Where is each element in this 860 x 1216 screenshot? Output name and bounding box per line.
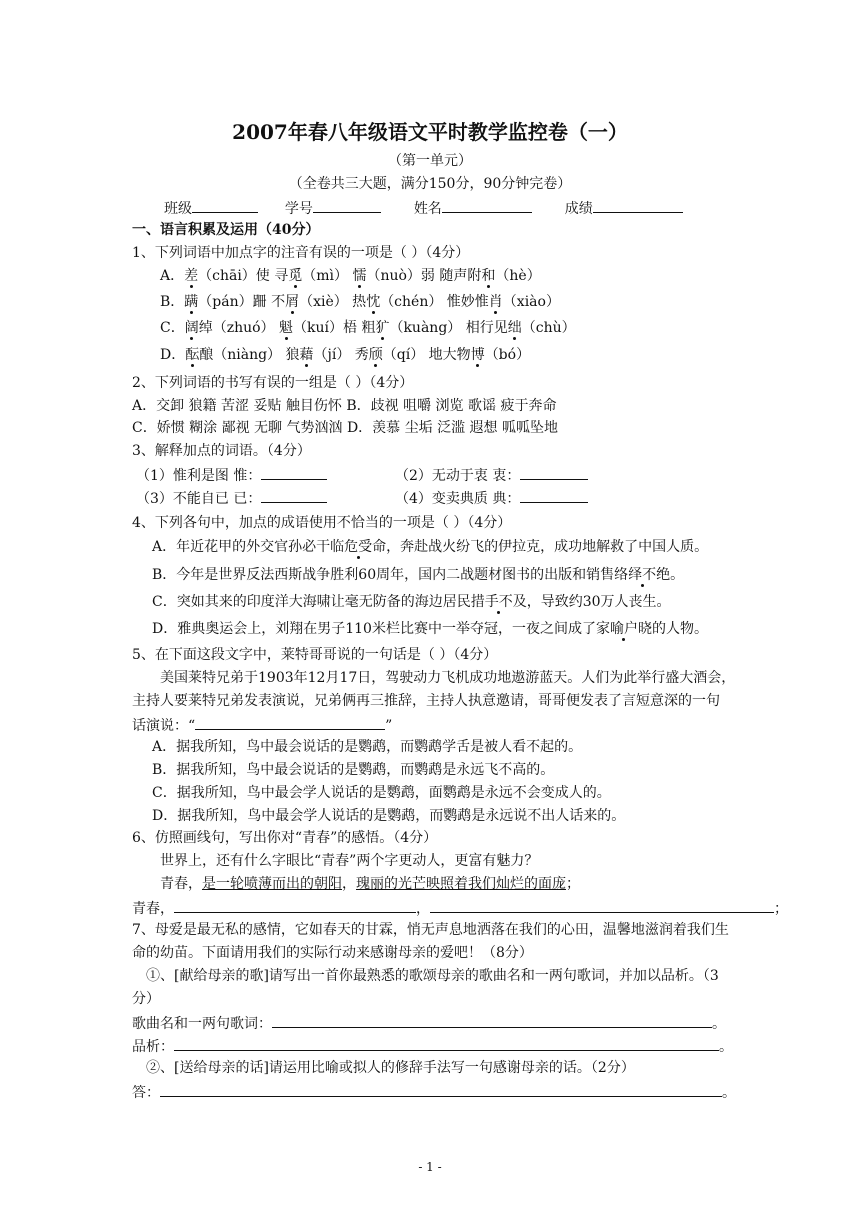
q3-item-4: （4）变卖典质 典： [395,488,588,508]
score-label: 成绩 [564,201,593,217]
q7-stem-line-1: 7、母爱是最无私的感情，它如春天的甘霖，悄无声息地洒落在我们的心田，温馨地滋润着我们生 [132,922,729,938]
q7-song-blank[interactable] [272,1013,712,1028]
q1-option-a[interactable]: A．差（chāi）使 寻觅（mì） 懦（nuò）弱 随声附和（hè） [160,268,541,284]
page-title: 2007年春八年级语文平时教学监控卷（一） [232,120,628,144]
q6-answer-blank-2[interactable] [430,898,774,913]
q3-item-3: （3）不能自已 已： [136,488,327,508]
student-info-row [164,198,683,218]
q7-stem-line-2: 命的幼苗。下面请用我们的实际行动来感谢母亲的爱吧！（8分） [132,945,533,961]
q5-passage-line-2: 主持人要莱特兄弟发表演说，兄弟俩再三推辞，主持人执意邀请，哥哥便发表了言短意深的一句 [132,693,720,709]
q5-option-b[interactable]: B．据我所知，鸟中最会说话的是鹦鹉，而鹦鹉是永远飞不高的。 [152,762,555,778]
q1-option-b[interactable]: B．蹒（pán）跚 不屑（xiè） 热忱（chén） 惟妙惟肖（xiào） [160,294,560,310]
q3-answer-1[interactable] [261,465,327,480]
class-field[interactable] [192,198,258,213]
exam-info: （全卷共三大题，满分150分，90分钟完卷） [288,176,572,192]
q6-answer-line: 青春， ， ； [132,898,788,918]
score-field[interactable] [593,198,683,213]
q1-stem: 1、下列词语中加点字的注音有误的一项是（ ）（4分） [132,245,470,261]
q6-example-line: 青春，是一轮喷薄而出的朝阳，瑰丽的光芒映照着我们灿烂的面庞； [160,876,580,892]
q7-sub1-line-2: 分） [132,991,160,1007]
q3-answer-2[interactable] [520,465,588,480]
page-number: - 1 - [418,1160,442,1174]
q6-stem: 6、仿照画线句，写出你对“青春”的感悟。（4分） [132,830,438,846]
q3-answer-4[interactable] [520,488,588,503]
q7-analysis-line: 品析： 。 [132,1036,733,1056]
q2-stem: 2、下列词语的书写有误的一组是（ ）（4分） [132,375,414,391]
q4-stem: 4、下列各句中，加点的成语使用不恰当的一项是（ ）（4分） [132,515,512,531]
q4-option-b[interactable]: B．今年是世界反法西斯战争胜利60周年，国内二战题材图书的出版和销售络绎不绝。 [152,567,685,583]
q7-sub2-line: ②、[送给母亲的话]请运用比喻或拟人的修辞手法写一句感谢母亲的话。（2分） [146,1060,635,1076]
q4-option-c[interactable]: C．突如其来的印度洋大海啸让毫无防备的海边居民措手不及，导致约30万人丧生。 [152,594,671,610]
q7-song-line: 歌曲名和一两句歌词： 。 [132,1013,726,1033]
section-heading: 一、语言积累及运用（40分） [132,222,320,238]
q7-answer-line: 答： 。 [132,1082,736,1102]
q7-analysis-blank[interactable] [174,1036,719,1051]
q6-answer-blank-1[interactable] [174,898,416,913]
q1-option-d[interactable]: D．酝酿（niàng） 狼藉（jí） 秀颀（qí） 地大物博（bó） [160,347,531,363]
q5-option-a[interactable]: A．据我所知，鸟中最会说话的是鹦鹉，而鹦鹉学舌是被人看不起的。 [152,739,583,755]
name-label: 姓名 [413,201,442,217]
number-field[interactable] [313,198,381,213]
number-label: 学号 [284,201,313,217]
q6-prompt-line: 世界上，还有什么字眼比“青春”两个字更动人，更富有魅力？ [160,853,539,869]
q7-answer-blank[interactable] [160,1082,722,1097]
q2-options-ab[interactable]: A．交卸 狼籍 苦涩 妥贴 触目伤怀 B．歧视 咀嚼 浏览 歌谣 疲于奔命 [132,398,557,414]
q5-passage-line-1: 美国莱特兄弟于1903年12月17日，驾驶动力飞机成功地遨游蓝天。人们为此举行盛大酒会， [160,670,736,686]
q4-option-d[interactable]: D．雅典奥运会上，刘翔在男子110米栏比赛中一举夺冠，一夜之间成了家喻户晓的人物。 [152,621,708,637]
q5-passage-line-3: 话演说：“ ” [132,715,392,735]
q4-option-a[interactable]: A．年近花甲的外交官孙必干临危受命，奔赴战火纷飞的伊拉克，成功地解救了中国人质。 [152,539,709,555]
class-label: 班级 [164,201,192,217]
q5-quote-blank[interactable] [195,715,385,730]
q5-option-d[interactable]: D．据我所知，鸟中最会学人说话的是鹦鹉，而鹦鹉是永远说不出人话来的。 [152,808,626,824]
q5-stem: 5、在下面这段文字中，莱特哥哥说的一句话是（ ）（4分） [132,647,498,663]
q3-item-1: （1）惟利是图 惟： [136,465,327,485]
q3-answer-3[interactable] [261,488,327,503]
q5-option-c[interactable]: C．据我所知，鸟中最会学人说话的是鹦鹉，面鹦鹉是永远不会变成人的。 [152,785,611,801]
q3-item-2: （2）无动于衷 衷： [395,465,588,485]
unit-label: （第一单元） [388,153,472,169]
q1-option-c[interactable]: C．阔绰（zhuó） 魁（kuí）梧 粗犷（kuàng） 相行见绌（chù） [160,320,576,336]
name-field[interactable] [442,198,532,213]
q2-options-cd[interactable]: C．娇惯 糊涂 鄙视 无聊 气势汹汹 D．羡慕 尘垢 泛滥 遐想 呱呱坠地 [132,420,558,436]
q3-stem: 3、解释加点的词语。（4分） [132,443,311,459]
q7-sub1-line-1: ①、[献给母亲的歌]请写出一首你最熟悉的歌颂母亲的歌曲名和一两句歌词，并加以品析。（3 [146,968,719,984]
